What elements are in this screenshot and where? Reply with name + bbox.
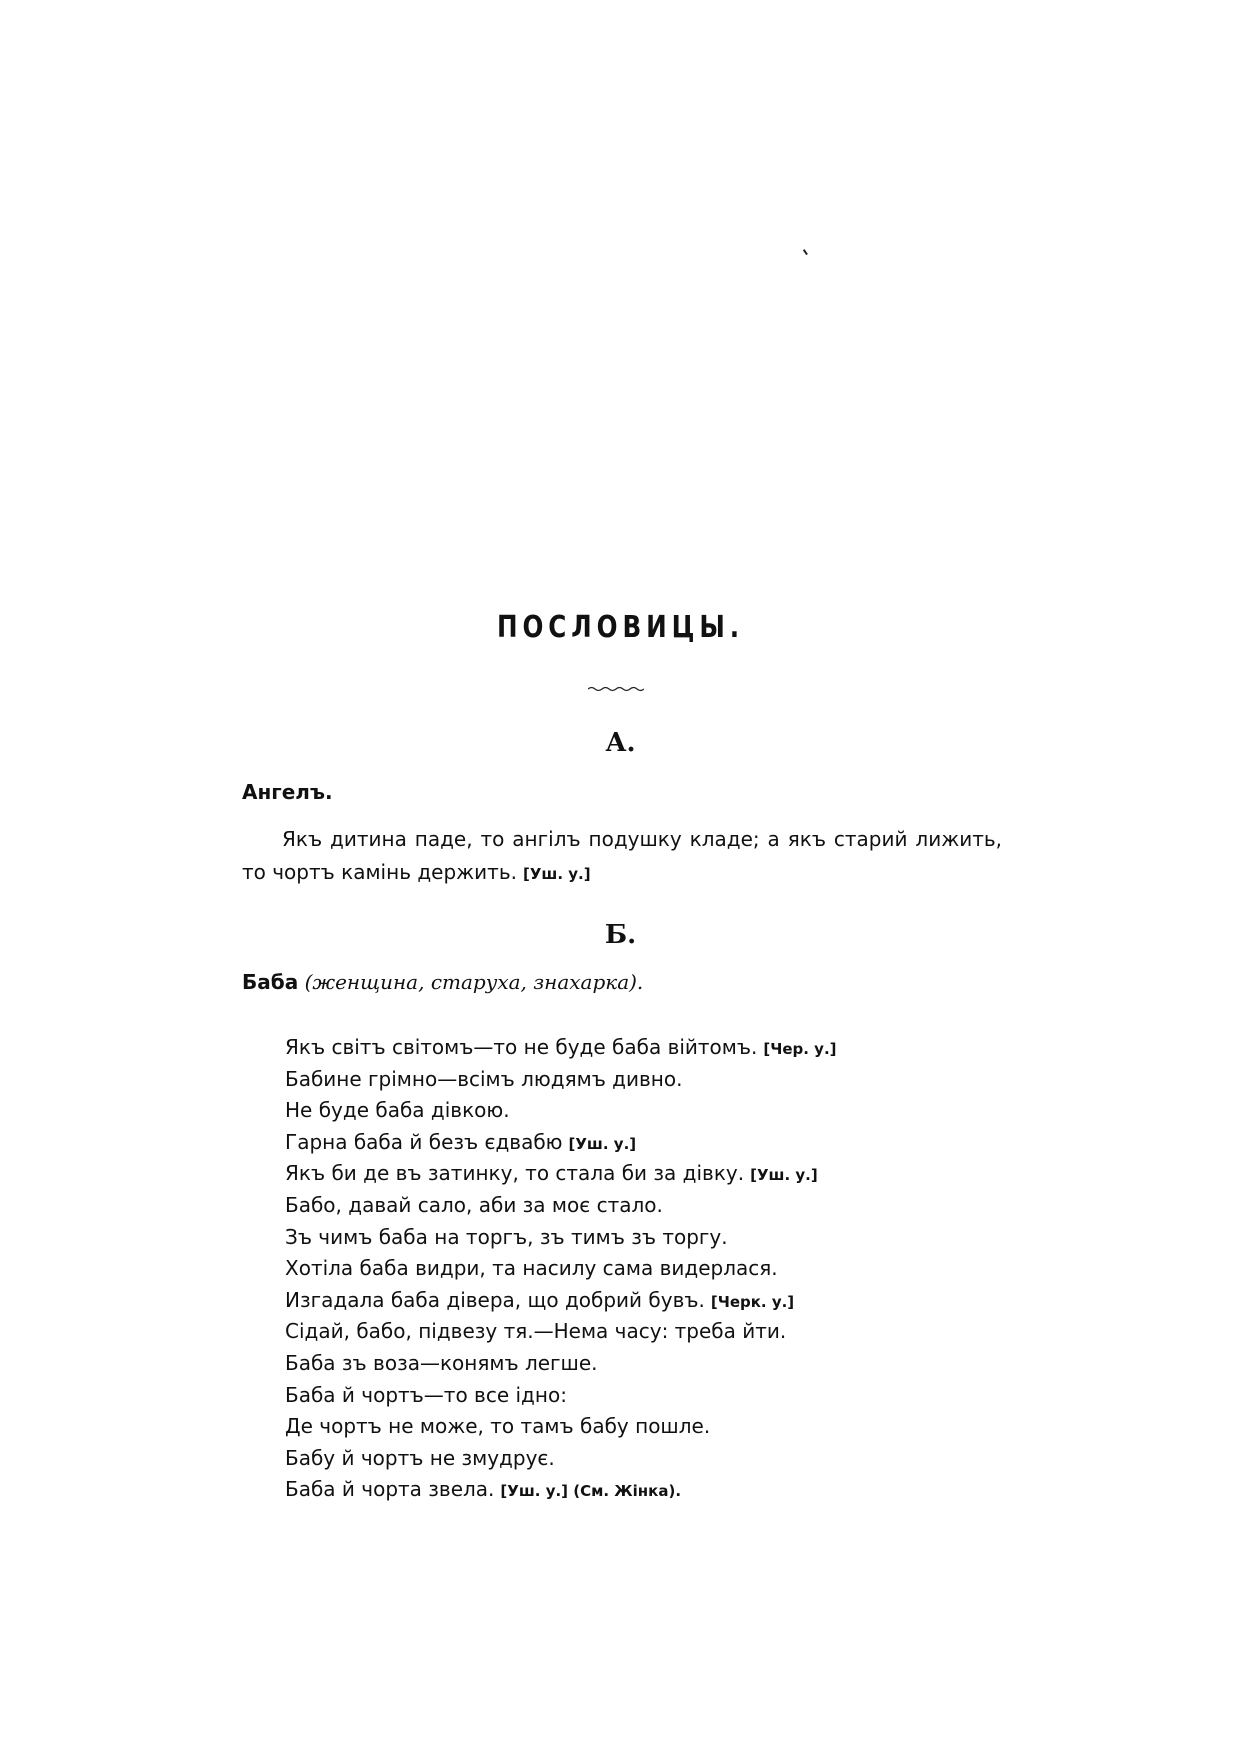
list-item	[285, 1158, 837, 1190]
list-item	[285, 1316, 837, 1348]
list-item	[285, 1285, 837, 1317]
headword-gloss: (женщина, старуха, знахарка).	[304, 970, 644, 994]
list-item	[285, 1443, 837, 1475]
proverb-text: Бабине грімно—всімъ людямъ дивно.	[285, 1066, 683, 1091]
page-title: ПОСЛОВИЦЫ.	[496, 610, 745, 645]
proverb-text: Сідай, бабо, підвезу тя.—Нема часу: треба йти.	[285, 1319, 787, 1344]
list-item	[285, 1222, 837, 1254]
proverb-text: Бабо, давай сало, аби за моє стало.	[285, 1192, 663, 1217]
list-item	[285, 1190, 837, 1222]
list-item	[285, 1253, 837, 1285]
proverb-text: Де чортъ не може, то тамъ бабу пошле.	[285, 1414, 711, 1439]
list-item	[285, 1348, 837, 1380]
title-ornament	[588, 686, 644, 692]
headword-line-baba	[242, 970, 643, 994]
proverb-source: [Уш. у.]	[522, 865, 591, 883]
proverb-text: Якъ би де въ затинку, то стала би за дівку.	[285, 1161, 745, 1186]
proverb-text: Изгадала баба дівера, що добрий бувъ.	[285, 1287, 705, 1312]
list-item	[285, 1380, 837, 1412]
headword-line-angel	[242, 780, 333, 804]
headword-baba: Баба	[242, 970, 299, 994]
proverb-text: Баба й чортъ—то все ідно:	[285, 1382, 567, 1407]
proverb-text: Баба й чорта звела.	[285, 1477, 495, 1502]
list-item	[285, 1095, 837, 1127]
proverb-source: [Уш. у.]	[568, 1134, 637, 1153]
proverb-text: Якъ дитина паде, то ангілъ подушку кладе; а якъ старий лижить, то чортъ камінь держить.	[242, 827, 1002, 884]
section-letter-b: Б.	[604, 920, 637, 950]
proverb-source: [Черк. у.]	[710, 1292, 795, 1311]
proverb-text: Баба зъ воза—конямъ легше.	[285, 1350, 598, 1375]
proverb-source: [Чер. у.]	[763, 1040, 837, 1058]
proverb-text: Бабу й чортъ не змудрує.	[285, 1445, 555, 1470]
proverb-text: Зъ чимъ баба на торгъ, зъ тимъ зъ торгу.	[285, 1224, 728, 1249]
list-item	[285, 1127, 837, 1159]
proverb-list-baba	[285, 1032, 837, 1506]
list-item	[285, 1064, 837, 1096]
proverb-source: [Уш. у.]	[750, 1166, 818, 1185]
stray-ink-mark	[803, 247, 811, 255]
headword-angel: Ангелъ.	[242, 780, 333, 804]
list-item	[285, 1474, 837, 1506]
list-item	[285, 1411, 837, 1443]
proverb-text: Хотіла баба видри, та насилу сама видерлася.	[285, 1256, 778, 1281]
proverb-source: [Уш. у.] (См. Жінка).	[500, 1482, 682, 1501]
proverb-text: Якъ світъ світомъ—то не буде баба вiйтомъ.	[285, 1035, 758, 1059]
section-letter-a: А.	[605, 728, 636, 758]
proverb-angel	[242, 823, 1002, 891]
proverb-text: Не буде баба дівкою.	[285, 1098, 510, 1123]
proverb-text: Гарна баба й безъ єдвабю	[285, 1129, 563, 1154]
list-item	[285, 1032, 837, 1064]
